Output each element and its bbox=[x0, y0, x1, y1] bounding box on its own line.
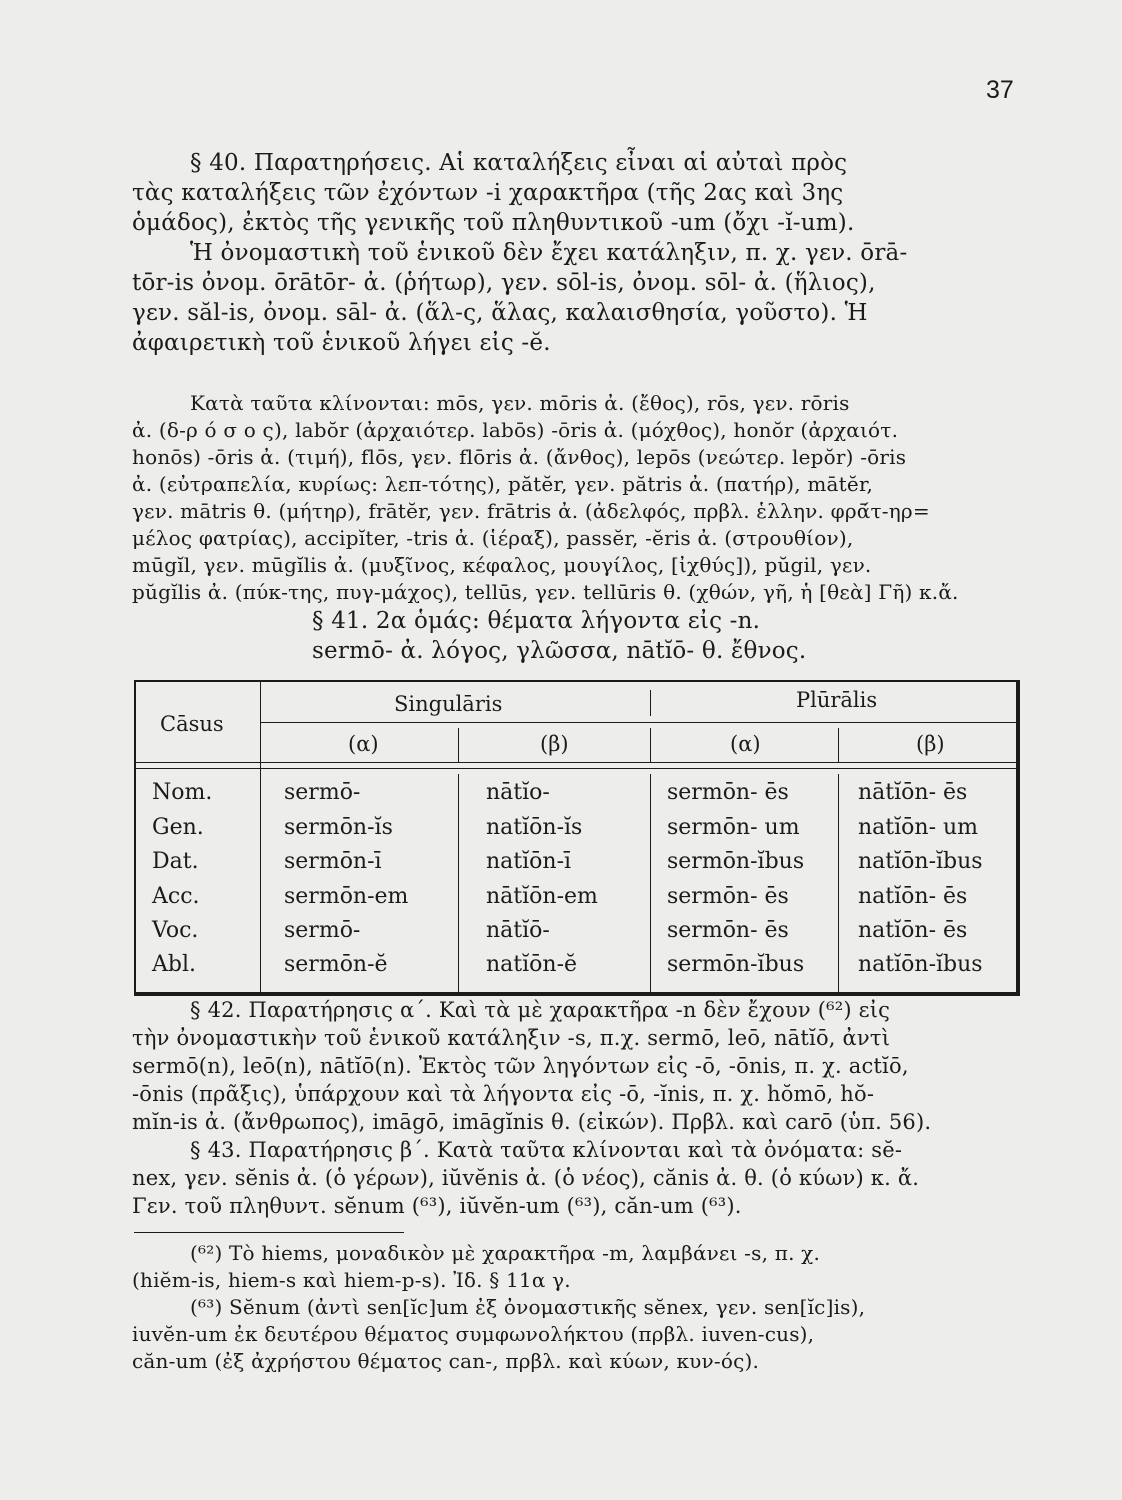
text-line: mūgĭl, γεν. mūgĭlis ἀ. (μυξῖνος, κέφαλος, μουγίλος, [ἰχθύς]), pŭgil, γεν. bbox=[132, 553, 872, 577]
text-line: τὴν ὀνομαστικὴν τοῦ ἑνικοῦ κατάληξιν -s, π.χ. sermō, leō, nātĭō, ἀντὶ bbox=[132, 1026, 891, 1050]
text-line: tōr-is ὀνομ. ōrātōr- ἀ. (ῥήτωρ), γεν. sōl-is, ὀνομ. sōl- ἀ. (ἥλιος), bbox=[132, 270, 876, 296]
singularis-header: Singulāris bbox=[394, 692, 503, 716]
pluralis-header: Plūrālis bbox=[796, 688, 878, 712]
text-line: ἀ. (εὐτραπελία, κυρίως: λεπ-τότης), pătĕr, γεν. pătris ἀ. (πατήρ), mātĕr, bbox=[132, 472, 874, 496]
text-line: § 42. Παρατήρησις α΄. Καὶ τὰ μὲ χαρακτῆρα -n δὲν ἔχουν (⁶²) εἰς bbox=[190, 998, 891, 1022]
section-41-heading: § 41. 2α ὁμάς: θέματα λήγοντα εἰς -n. bbox=[312, 608, 761, 634]
table-cell: sermōn-ī bbox=[284, 849, 382, 874]
text-line: nex, γεν. sĕnis ἀ. (ὁ γέρων), iŭvĕnis ἀ. (ὁ νέος), cănis ἀ. θ. (ὁ κύων) κ. ἄ. bbox=[132, 1166, 920, 1190]
footnote-divider bbox=[134, 1232, 404, 1233]
table-cell: natĭōn-ĭbus bbox=[858, 849, 983, 874]
table-cell: nātĭo- bbox=[486, 780, 550, 805]
case-label: Acc. bbox=[152, 884, 200, 909]
text-line: τὰς καταλήξεις τῶν ἐχόντων -i χαρακτῆρα (τῆς 2ας καὶ 3ης bbox=[132, 180, 844, 206]
text-line: Γεν. τοῦ πληθυντ. sĕnum (⁶³), iŭvĕn-um (⁶³), căn-um (⁶³). bbox=[132, 1194, 742, 1218]
text-line: ἀ. (δ-ρ ό σ ο ς), labŏr (ἀρχαιότερ. labōs) -ōris ἀ. (μόχθος), honŏr (ἀρχαιότ. bbox=[132, 418, 899, 442]
table-cell: sermōn- ēs bbox=[667, 780, 789, 805]
text-line: honōs) -ōris ἀ. (τιμή), flōs, γεν. flōris ἀ. (ἄνθος), lepōs (νεώτερ. lepŏr) -ōris bbox=[132, 445, 907, 469]
table-cell: sermōn-ĭbus bbox=[667, 952, 805, 977]
text-line: μέλος φατρίας), accipĭter, -tris ἀ. (ἱέραξ), passĕr, -ĕris ἀ. (στρουθίον), bbox=[132, 526, 854, 550]
case-label: Nom. bbox=[152, 780, 213, 805]
section-40 bbox=[132, 148, 1022, 358]
text-line: Κατὰ ταῦτα κλίνονται: mōs, γεν. mōris ἀ. (ἔθος), rōs, γεν. rōris bbox=[190, 391, 850, 415]
table-cell: natĭōn- ēs bbox=[858, 884, 968, 909]
text-line: -ōnis (πρᾶξις), ὑπάρχουν καὶ τὰ λήγοντα εἰς -ō, -ĭnis, π. χ. hŏmō, hŏ- bbox=[132, 1082, 875, 1106]
section-41-stems: sermō- ἀ. λόγος, γλῶσσα, nātĭō- θ. ἔθνος. bbox=[312, 638, 807, 664]
section-40-examples bbox=[132, 390, 1022, 606]
footnote-line: (hiĕm-is, hiem-s καὶ hiem-p-s). Ἰδ. § 11α γ. bbox=[132, 1268, 571, 1292]
table-cell: sermōn- ēs bbox=[667, 918, 789, 943]
table-cell: natĭōn-ī bbox=[486, 849, 572, 874]
footnote-line: iuvĕn-um ἐκ δευτέρου θέματος συμφωνολήκτου (πρβλ. iuven-cus), bbox=[132, 1322, 815, 1346]
text-line: § 43. Παρατήρησις β΄. Κατὰ ταῦτα κλίνονται καὶ τὰ ὀνόματα: sĕ- bbox=[190, 1138, 903, 1162]
table-cell: nātĭōn- ēs bbox=[858, 780, 968, 805]
table-cell: sermō- bbox=[284, 918, 361, 943]
table-cell: natĭōn-ĭs bbox=[486, 815, 583, 840]
text-line: sermō(n), leō(n), nātĭō(n). Ἐκτὸς τῶν ληγόντων εἰς -ō, -ōnis, π. χ. actĭō, bbox=[132, 1054, 909, 1078]
text-line: pŭgĭlis ἀ. (πύκ-της, πυγ-μάχος), tellūs, γεν. tellūris θ. (χθών, γῆ, ἡ [θεὰ] Γῆ) κ.ἄ. bbox=[132, 580, 959, 604]
text-line: γεν. mātris θ. (μήτηρ), frātĕr, γεν. frātris ἀ. (ἀδελφός, πρβλ. ἑλλην. φρᾱ́τ-ηρ= bbox=[132, 499, 930, 523]
footnote-line: (⁶²) Τὸ hiems, μοναδικὸν μὲ χαρακτῆρα -m, λαμβάνει -s, π. χ. bbox=[190, 1241, 821, 1265]
case-label: Abl. bbox=[152, 952, 196, 977]
table-cell: natĭōn-ĭbus bbox=[858, 952, 983, 977]
sub-header: (α) bbox=[348, 732, 379, 756]
declension-table bbox=[134, 680, 1020, 996]
table-cell: sermōn- ēs bbox=[667, 884, 789, 909]
sub-header: (β) bbox=[540, 732, 569, 756]
case-label: Gen. bbox=[152, 815, 204, 840]
text-line: § 40. Παρατηρήσεις. Αἱ καταλήξεις εἶναι αἱ αὐταὶ πρὸς bbox=[190, 150, 848, 176]
text-line: γεν. săl-is, ὀνομ. sāl- ἀ. (ἅλ-ς, ἅλας, καλαισθησία, γοῦστο). Ἡ bbox=[132, 300, 868, 326]
text-line: ὁμάδος), ἐκτὸς τῆς γενικῆς τοῦ πληθυντικοῦ -um (ὄχι -ĭ-um). bbox=[132, 210, 855, 236]
table-cell: sermōn-ĭbus bbox=[667, 849, 805, 874]
case-label: Voc. bbox=[152, 918, 199, 943]
casus-header: Cāsus bbox=[160, 712, 224, 736]
section-43 bbox=[132, 1136, 1022, 1220]
table-cell: natĭōn-ĕ bbox=[486, 952, 578, 977]
section-41 bbox=[312, 606, 912, 666]
footnotes bbox=[132, 1240, 1022, 1375]
sub-header: (α) bbox=[730, 732, 761, 756]
table-cell: sermōn- um bbox=[667, 815, 800, 840]
table-cell: natĭōn- ēs bbox=[858, 918, 968, 943]
section-42 bbox=[132, 996, 1022, 1136]
text-line: Ἡ ὀνομαστικὴ τοῦ ἑνικοῦ δὲν ἔχει κατάληξιν, π. χ. γεν. ōrā- bbox=[190, 240, 908, 266]
table-cell: sermōn-ĭs bbox=[284, 815, 393, 840]
table-cell: natĭōn- um bbox=[858, 815, 979, 840]
table-cell: nātĭō- bbox=[486, 918, 550, 943]
case-label: Dat. bbox=[152, 849, 199, 874]
footnote-line: (⁶³) Sĕnum (ἀντὶ sen[ĭc]um ἐξ ὀνομαστικῆς sĕnex, γεν. sen[ĭc]is), bbox=[190, 1295, 866, 1319]
table-cell: sermōn-ĕ bbox=[284, 952, 388, 977]
footnote-line: căn-um (ἐξ ἀχρήστου θέματος can-, πρβλ. καὶ κύων, κυν-ός). bbox=[132, 1349, 760, 1373]
sub-header: (β) bbox=[916, 732, 945, 756]
table-cell: sermōn-em bbox=[284, 884, 409, 909]
table-cell: nātĭōn-em bbox=[486, 884, 598, 909]
text-line: ἀφαιρετικὴ τοῦ ἑνικοῦ λήγει εἰς -ĕ. bbox=[132, 330, 551, 356]
page-number: 37 bbox=[986, 76, 1014, 104]
text-line: mĭn-is ἀ. (ἄνθρωπος), imāgō, imāgĭnis θ. (εἰκών). Πρβλ. καὶ carō (ὑπ. 56). bbox=[132, 1110, 932, 1134]
table-cell: sermō- bbox=[284, 780, 361, 805]
